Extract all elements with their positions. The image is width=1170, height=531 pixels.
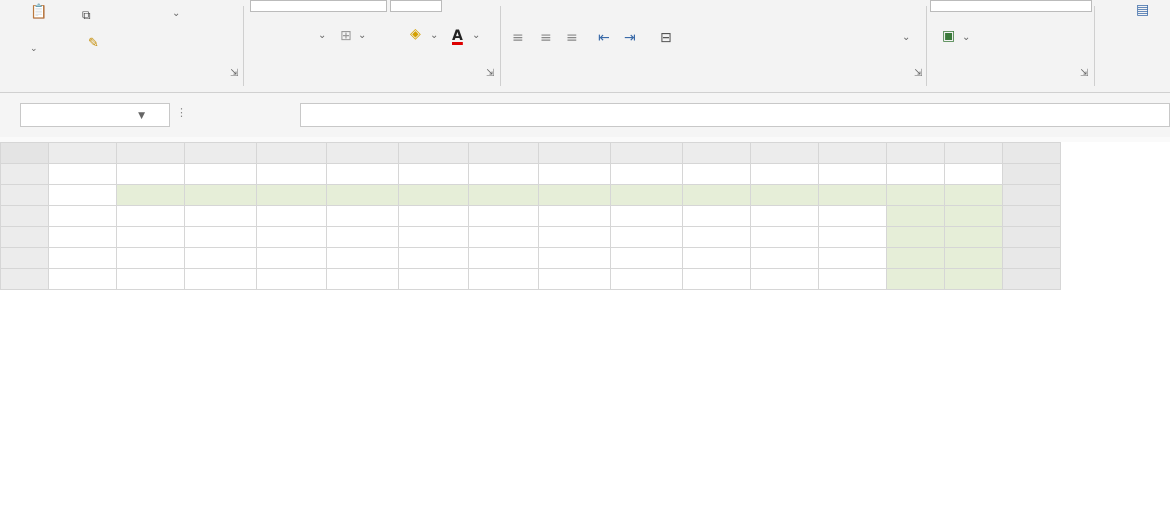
name-box-dropdown-icon[interactable]: ▼ [138,111,145,121]
copy-dropdown-icon[interactable]: ⌄ [172,8,181,19]
column-header-a[interactable] [49,143,117,164]
cell-g4[interactable] [469,227,539,248]
cell-a5[interactable] [49,248,117,269]
font-size-box[interactable] [390,0,442,12]
cell-e3[interactable] [327,206,399,227]
column-header-i[interactable] [611,143,683,164]
cell-l6[interactable] [819,269,887,290]
cell-r5[interactable] [1003,248,1061,269]
row-header[interactable] [1,269,49,290]
cell-e1[interactable] [327,164,399,185]
currency-dropdown-icon[interactable]: ⌄ [962,32,971,43]
align-right-icon[interactable]: ≡ [566,30,578,46]
cell-j5[interactable] [683,248,751,269]
font-color-icon[interactable]: A [452,28,463,44]
column-header-q[interactable] [945,143,1003,164]
borders-dropdown-icon[interactable]: ⌄ [358,30,367,41]
currency-format-icon[interactable]: ▣ [942,28,956,44]
cell-b2[interactable] [117,185,185,206]
font-launcher-icon[interactable]: ⇲ [486,68,495,79]
cell-f4[interactable] [399,227,469,248]
cell-p1[interactable] [887,164,945,185]
cell-j1[interactable] [683,164,751,185]
cell-c1[interactable] [185,164,257,185]
clipboard-launcher-icon[interactable]: ⇲ [230,68,239,79]
column-header-d[interactable] [257,143,327,164]
cell-f2[interactable] [399,185,469,206]
cell-l1[interactable] [819,164,887,185]
cell-e5[interactable] [327,248,399,269]
font-color-dropdown-icon[interactable]: ⌄ [472,30,481,41]
sheet-row [1,248,1061,269]
align-center-icon[interactable]: ≡ [540,30,552,46]
sheet-row [1,269,1061,290]
font-name-box[interactable] [250,0,387,12]
cell-g5[interactable] [469,248,539,269]
cell-j4[interactable] [683,227,751,248]
decrease-indent-icon[interactable]: ⇤ [598,30,610,46]
cell-b5[interactable] [117,248,185,269]
cell-e2[interactable] [327,185,399,206]
column-header-r[interactable] [1003,143,1061,164]
copy-icon: ⧉ [82,8,91,22]
merge-center-icon: ⊟ [660,30,672,46]
borders-icon[interactable]: ⊞ [340,28,352,44]
cell-p2[interactable] [887,185,945,206]
cell-q5[interactable] [945,248,1003,269]
cell-g2[interactable] [469,185,539,206]
cell-c3[interactable] [185,206,257,227]
cell-f5[interactable] [399,248,469,269]
cell-f3[interactable] [399,206,469,227]
sheet-row [1,206,1061,227]
cell-a3[interactable] [49,206,117,227]
cell-b1[interactable] [117,164,185,185]
cell-l2[interactable] [819,185,887,206]
cell-j3[interactable] [683,206,751,227]
cell-p5[interactable] [887,248,945,269]
more-icon: ⋮ [176,106,187,119]
cell-i1[interactable] [611,164,683,185]
fill-dropdown-icon[interactable]: ⌄ [430,30,439,41]
number-format-box[interactable] [930,0,1092,12]
cell-q2[interactable] [945,185,1003,206]
cell-k4[interactable] [751,227,819,248]
cell-i5[interactable] [611,248,683,269]
cell-d3[interactable] [257,206,327,227]
formula-input[interactable] [300,103,1170,127]
cell-g1[interactable] [469,164,539,185]
paste-dropdown-icon[interactable]: ⌄ [30,44,38,54]
cell-d4[interactable] [257,227,327,248]
column-header-k[interactable] [751,143,819,164]
cell-q3[interactable] [945,206,1003,227]
row-header[interactable] [1,227,49,248]
cell-k1[interactable] [751,164,819,185]
cell-e4[interactable] [327,227,399,248]
cell-l3[interactable] [819,206,887,227]
cell-j2[interactable] [683,185,751,206]
cell-q1[interactable] [945,164,1003,185]
cell-j6[interactable] [683,269,751,290]
column-header-j[interactable] [683,143,751,164]
sheet-table [0,142,1061,290]
cell-p3[interactable] [887,206,945,227]
row-header[interactable] [1,248,49,269]
cell-e6[interactable] [327,269,399,290]
paste-icon: 📋 [30,4,48,20]
row-header[interactable] [1,185,49,206]
sheet-row [1,164,1061,185]
worksheet-grid [0,142,1170,531]
underline-dropdown-icon[interactable]: ⌄ [318,30,327,41]
row-header[interactable] [1,164,49,185]
cell-d6[interactable] [257,269,327,290]
cell-c2[interactable] [185,185,257,206]
cell-p4[interactable] [887,227,945,248]
column-header-b[interactable] [117,143,185,164]
cell-d5[interactable] [257,248,327,269]
cell-q6[interactable] [945,269,1003,290]
column-header-h[interactable] [539,143,611,164]
separator [500,6,501,86]
cell-k3[interactable] [751,206,819,227]
cell-r6[interactable] [1003,269,1061,290]
cell-i3[interactable] [611,206,683,227]
cell-h3[interactable] [539,206,611,227]
separator [243,6,244,86]
separator [926,6,927,86]
cell-k2[interactable] [751,185,819,206]
sheet-row [1,227,1061,248]
cell-g6[interactable] [469,269,539,290]
cell-r1[interactable] [1003,164,1061,185]
cell-h6[interactable] [539,269,611,290]
format-painter-icon: ✎ [88,36,99,51]
conditional-format-icon: ▤ [1136,2,1150,18]
cell-k6[interactable] [751,269,819,290]
cell-f1[interactable] [399,164,469,185]
cell-i4[interactable] [611,227,683,248]
cell-d2[interactable] [257,185,327,206]
sheet-row [1,185,1061,206]
cell-a2[interactable] [49,185,117,206]
cell-h1[interactable] [539,164,611,185]
cell-g3[interactable] [469,206,539,227]
select-all-corner[interactable] [1,143,49,164]
separator [1094,6,1095,86]
cell-f6[interactable] [399,269,469,290]
cell-b3[interactable] [117,206,185,227]
column-header-f[interactable] [399,143,469,164]
cell-c4[interactable] [185,227,257,248]
fill-color-icon[interactable]: ◈ [410,26,421,42]
number-launcher-icon[interactable]: ⇲ [1080,68,1089,79]
cell-q4[interactable] [945,227,1003,248]
column-header-e[interactable] [327,143,399,164]
cell-i6[interactable] [611,269,683,290]
cell-l5[interactable] [819,248,887,269]
cell-d1[interactable] [257,164,327,185]
cell-c5[interactable] [185,248,257,269]
cell-b4[interactable] [117,227,185,248]
cell-h5[interactable] [539,248,611,269]
cell-a1[interactable] [49,164,117,185]
cell-k5[interactable] [751,248,819,269]
row-header[interactable] [1,206,49,227]
increase-indent-icon[interactable]: ⇥ [624,30,636,46]
column-header-g[interactable] [469,143,539,164]
column-header-c[interactable] [185,143,257,164]
cell-p6[interactable] [887,269,945,290]
cell-c6[interactable] [185,269,257,290]
cell-h4[interactable] [539,227,611,248]
column-header-l[interactable] [819,143,887,164]
cell-b6[interactable] [117,269,185,290]
name-box[interactable] [20,103,170,127]
cell-i2[interactable] [611,185,683,206]
cell-a6[interactable] [49,269,117,290]
cell-a4[interactable] [49,227,117,248]
ribbon [0,0,1170,93]
cell-r3[interactable] [1003,206,1061,227]
merge-dropdown-icon[interactable]: ⌄ [902,32,911,43]
alignment-launcher-icon[interactable]: ⇲ [914,68,923,79]
cell-h2[interactable] [539,185,611,206]
column-header-p[interactable] [887,143,945,164]
cell-r4[interactable] [1003,227,1061,248]
align-left-icon[interactable]: ≡ [512,30,524,46]
cell-r2[interactable] [1003,185,1061,206]
cell-l4[interactable] [819,227,887,248]
